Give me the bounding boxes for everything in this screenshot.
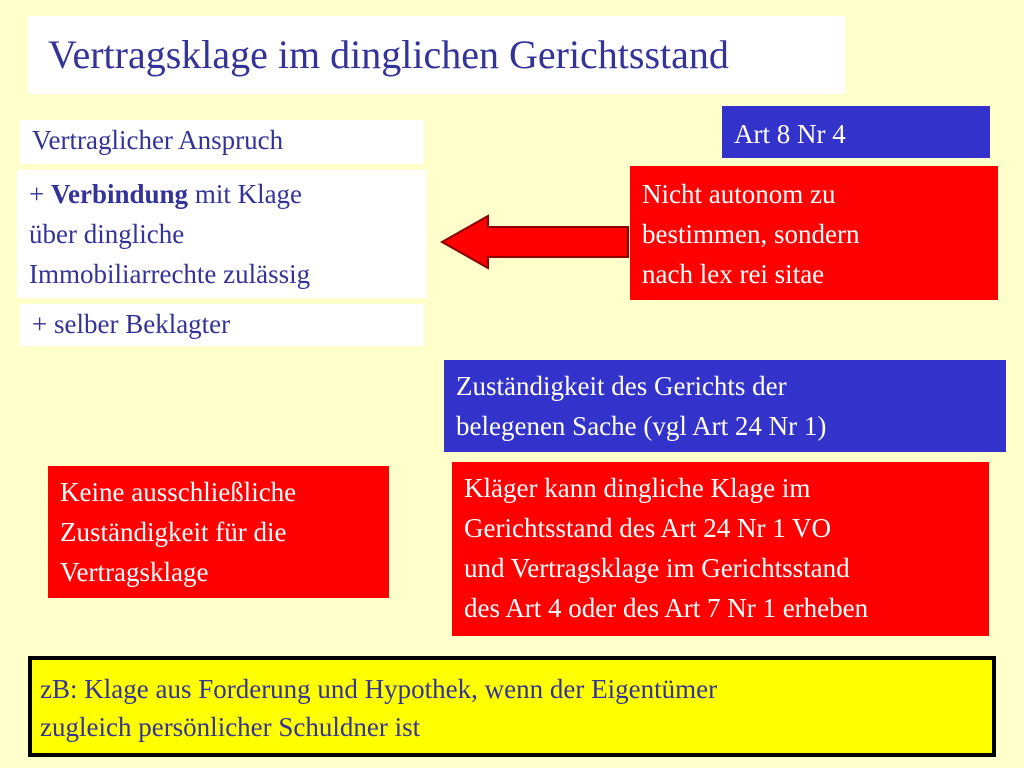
nicht-autonom-box [630, 166, 998, 300]
vertraglicher-anspruch-box [20, 120, 424, 164]
slide-title: Vertragsklage im dinglichen Gerichtsstand [28, 16, 845, 94]
klaeger-line-4: des Art 4 oder des Art 7 Nr 1 erheben [464, 593, 869, 623]
zustaendigkeit-box [444, 360, 1006, 452]
left-arrow-icon [440, 214, 630, 270]
keine-ausschliessliche-box [48, 466, 389, 598]
selber-beklagter-box [20, 304, 424, 346]
vertraglicher-anspruch-text: Vertraglicher Anspruch [32, 125, 284, 155]
verbindung-line-3: Immobiliarrechte zulässig [29, 259, 311, 289]
nicht-autonom-line-2: bestimmen, sondern [642, 219, 860, 249]
klaeger-box [452, 462, 989, 636]
keine-line-3: Vertragsklage [60, 557, 209, 587]
nicht-autonom-line-1: Nicht autonom zu [642, 179, 836, 209]
verbindung-box [17, 170, 427, 298]
example-line-1: zB: Klage aus Forderung und Hypothek, wenn der Eigentümer [40, 674, 718, 704]
klaeger-line-1: Kläger kann dingliche Klage im [464, 473, 811, 503]
art-8-nr-4-box [722, 106, 990, 158]
selber-beklagter-text: + selber Beklagter [32, 309, 231, 339]
verbindung-line-2: über dingliche [29, 219, 185, 249]
keine-line-1: Keine ausschließliche [60, 477, 297, 507]
example-box [28, 656, 996, 757]
verbindung-line-1: + Verbindung mit Klage [29, 179, 303, 209]
example-line-2: zugleich persönlicher Schuldner ist [40, 712, 421, 742]
nicht-autonom-line-3: nach lex rei sitae [642, 259, 825, 289]
zustaendigkeit-line-2: belegenen Sache (vgl Art 24 Nr 1) [456, 411, 827, 441]
verbindung-bold-text: Verbindung [50, 179, 189, 209]
art-8-nr-4-text: Art 8 Nr 4 [734, 119, 846, 149]
zustaendigkeit-line-1: Zuständigkeit des Gerichts der [456, 371, 787, 401]
klaeger-line-2: Gerichtsstand des Art 24 Nr 1 VO [464, 513, 831, 543]
klaeger-line-3: und Vertragsklage im Gerichtsstand [464, 553, 850, 583]
keine-line-2: Zuständigkeit für die [60, 517, 287, 547]
